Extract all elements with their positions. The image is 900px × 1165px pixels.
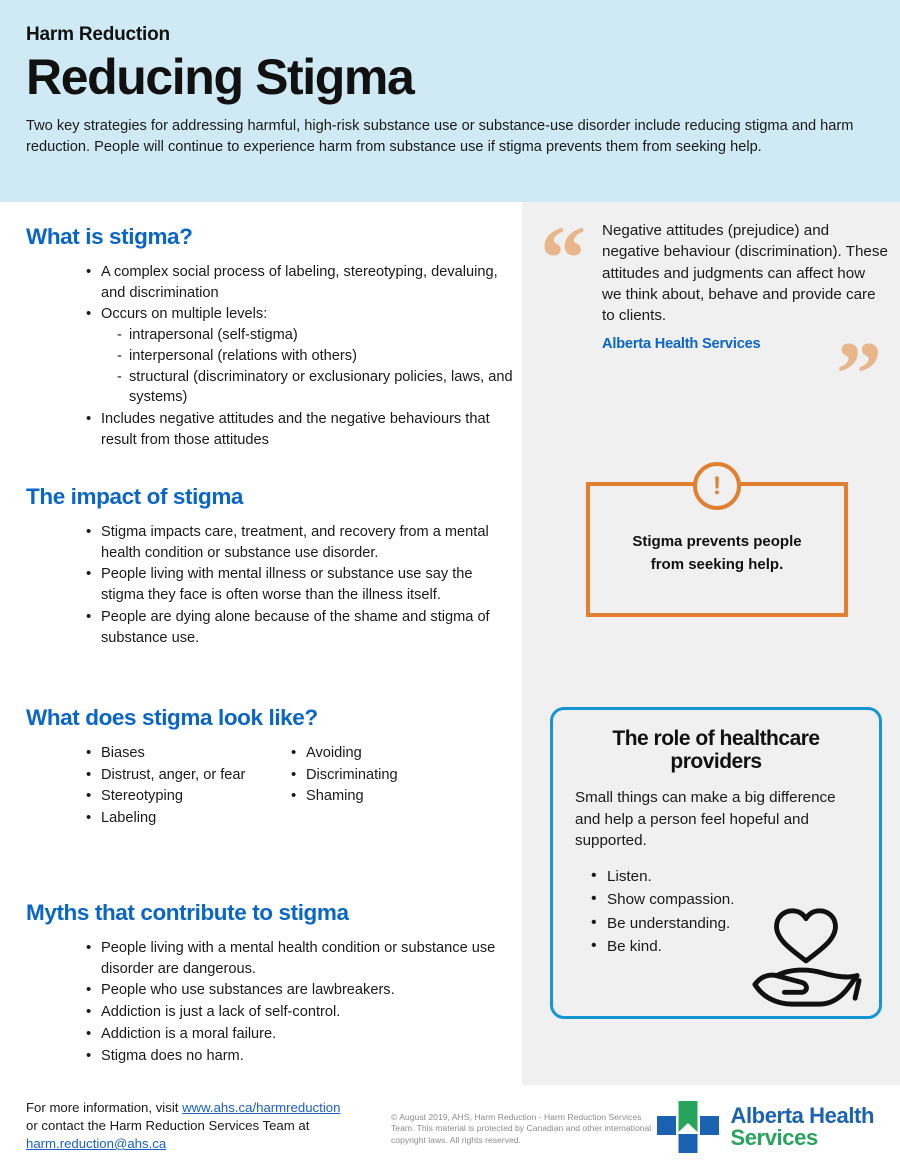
looks-like-columns [26, 743, 518, 830]
list-item-label: Occurs on multiple levels: [101, 306, 268, 323]
right-content-column [522, 202, 900, 1085]
page-header [0, 0, 900, 202]
callout-line-2: from seeking help. [650, 556, 784, 574]
list-item: • Be kind. [591, 935, 857, 958]
website-link[interactable]: www.ahs.ca/harmreduction [182, 1100, 341, 1115]
looks-like-column-b [291, 743, 398, 830]
logo-line-1: Alberta Health [730, 1102, 874, 1128]
list-item: • People are dying alone because of the shame and stigma of substance use. [86, 607, 518, 648]
healthcare-providers-box [550, 707, 882, 1019]
list-item: • Addiction is just a lack of self-control. [86, 1002, 518, 1023]
healthcare-actions-list [575, 865, 857, 958]
list-item: • People who use substances are lawbreakers. [86, 980, 518, 1001]
quote-text: Negative attitudes (prejudice) and negative behaviour (discrimination). These attitudes and judgments can affect how we think about, behave and provide care to clients. [602, 222, 888, 325]
healthcare-box-title [575, 728, 857, 773]
header-eyebrow: Harm Reduction [26, 24, 170, 45]
quote-attribution: Alberta Health Services [602, 336, 761, 353]
header-intro-text: Two key strategies for addressing harmful, high-risk substance use or substance-use disorder include reducing stigma and harm reduction. People will continue to experience harm from substance use if stigma prevents them from seeking help. [26, 118, 854, 155]
logo-line-2: Services [730, 1125, 818, 1150]
page-footer [0, 1085, 900, 1165]
section-myths [26, 900, 518, 1067]
section-heading: Myths that contribute to stigma [26, 900, 349, 925]
impact-list [26, 522, 518, 648]
looks-like-column-a [86, 743, 291, 830]
footer-contact-middle: or contact the Harm Reduction Services Team at [26, 1117, 310, 1133]
list-item: • Listen. [591, 865, 857, 888]
healthcare-box-intro: Small things can make a big difference and help a person feel hopeful and supported. [575, 789, 836, 849]
section-heading: What does stigma look like? [26, 705, 318, 730]
sub-list-item: - intrapersonal (self-stigma) [117, 325, 518, 346]
list-item: • Distrust, anger, or fear [86, 765, 291, 786]
list-item: • People living with mental illness or substance use say the stigma they face is often worse than the illness itself. [86, 564, 518, 605]
list-item: • Shaming [291, 786, 398, 807]
footer-contact-prefix: For more information, visit [26, 1100, 183, 1115]
myths-list [26, 938, 518, 1066]
list-item: • Stigma impacts care, treatment, and recovery from a mental health condition or substance use disorder. [86, 522, 518, 563]
list-item: • A complex social process of labeling, stereotyping, devaluing, and discrimination [86, 262, 518, 303]
list-item: • Be understanding. [591, 912, 857, 935]
what-is-stigma-sublist [101, 325, 518, 408]
list-item: • Labeling [86, 808, 291, 829]
list-item: • Biases [86, 743, 291, 764]
footer-copyright: © August 2019, AHS, Harm Reduction - Harm Reduction Services Team. This material is protected by Canadian and other international copyright laws. All rights reserved. [391, 1112, 652, 1145]
exclamation-icon: ! [693, 462, 741, 510]
body-area [0, 202, 900, 1085]
sub-list-item: - interpersonal (relations with others) [117, 346, 518, 367]
callout-text [590, 530, 844, 577]
footer-contact [26, 1099, 366, 1153]
ahs-logo-mark-icon [657, 1101, 719, 1153]
callout-line-1: Stigma prevents people [632, 533, 802, 550]
list-item: • Stereotyping [86, 786, 291, 807]
list-item: • Includes negative attitudes and the negative behaviours that result from those attitudes [86, 409, 518, 450]
what-is-stigma-list [26, 262, 518, 450]
list-item: • Discriminating [291, 765, 398, 786]
list-item: • Show compassion. [591, 888, 857, 911]
section-what-does-stigma-look-like [26, 705, 518, 830]
list-item: • Addiction is a moral failure. [86, 1024, 518, 1045]
page-title: Reducing Stigma [26, 49, 414, 105]
quote-block [540, 207, 888, 425]
list-item: • People living with a mental health condition or substance use disorder are dangerous. [86, 938, 518, 979]
section-what-is-stigma [26, 224, 518, 451]
list-item: • Avoiding [291, 743, 398, 764]
section-heading: The impact of stigma [26, 484, 244, 509]
healthcare-title-line-2: providers [670, 749, 762, 773]
left-content-column [0, 202, 522, 1085]
sub-list-item: - structural (discriminatory or exclusionary policies, laws, and systems) [117, 367, 518, 408]
section-impact-of-stigma [26, 484, 518, 649]
healthcare-title-line-1: The role of healthcare [612, 727, 820, 750]
section-heading: What is stigma? [26, 224, 193, 249]
ahs-logo-text [730, 1102, 874, 1150]
stigma-warning-callout [586, 471, 848, 617]
quote-close-icon: ” [836, 323, 882, 425]
quote-open-icon: “ [540, 207, 586, 309]
list-item [86, 304, 518, 408]
alberta-health-services-logo [657, 1101, 874, 1153]
email-link[interactable]: harm.reduction@ahs.ca [26, 1135, 167, 1151]
list-item: • Stigma does no harm. [86, 1046, 518, 1067]
